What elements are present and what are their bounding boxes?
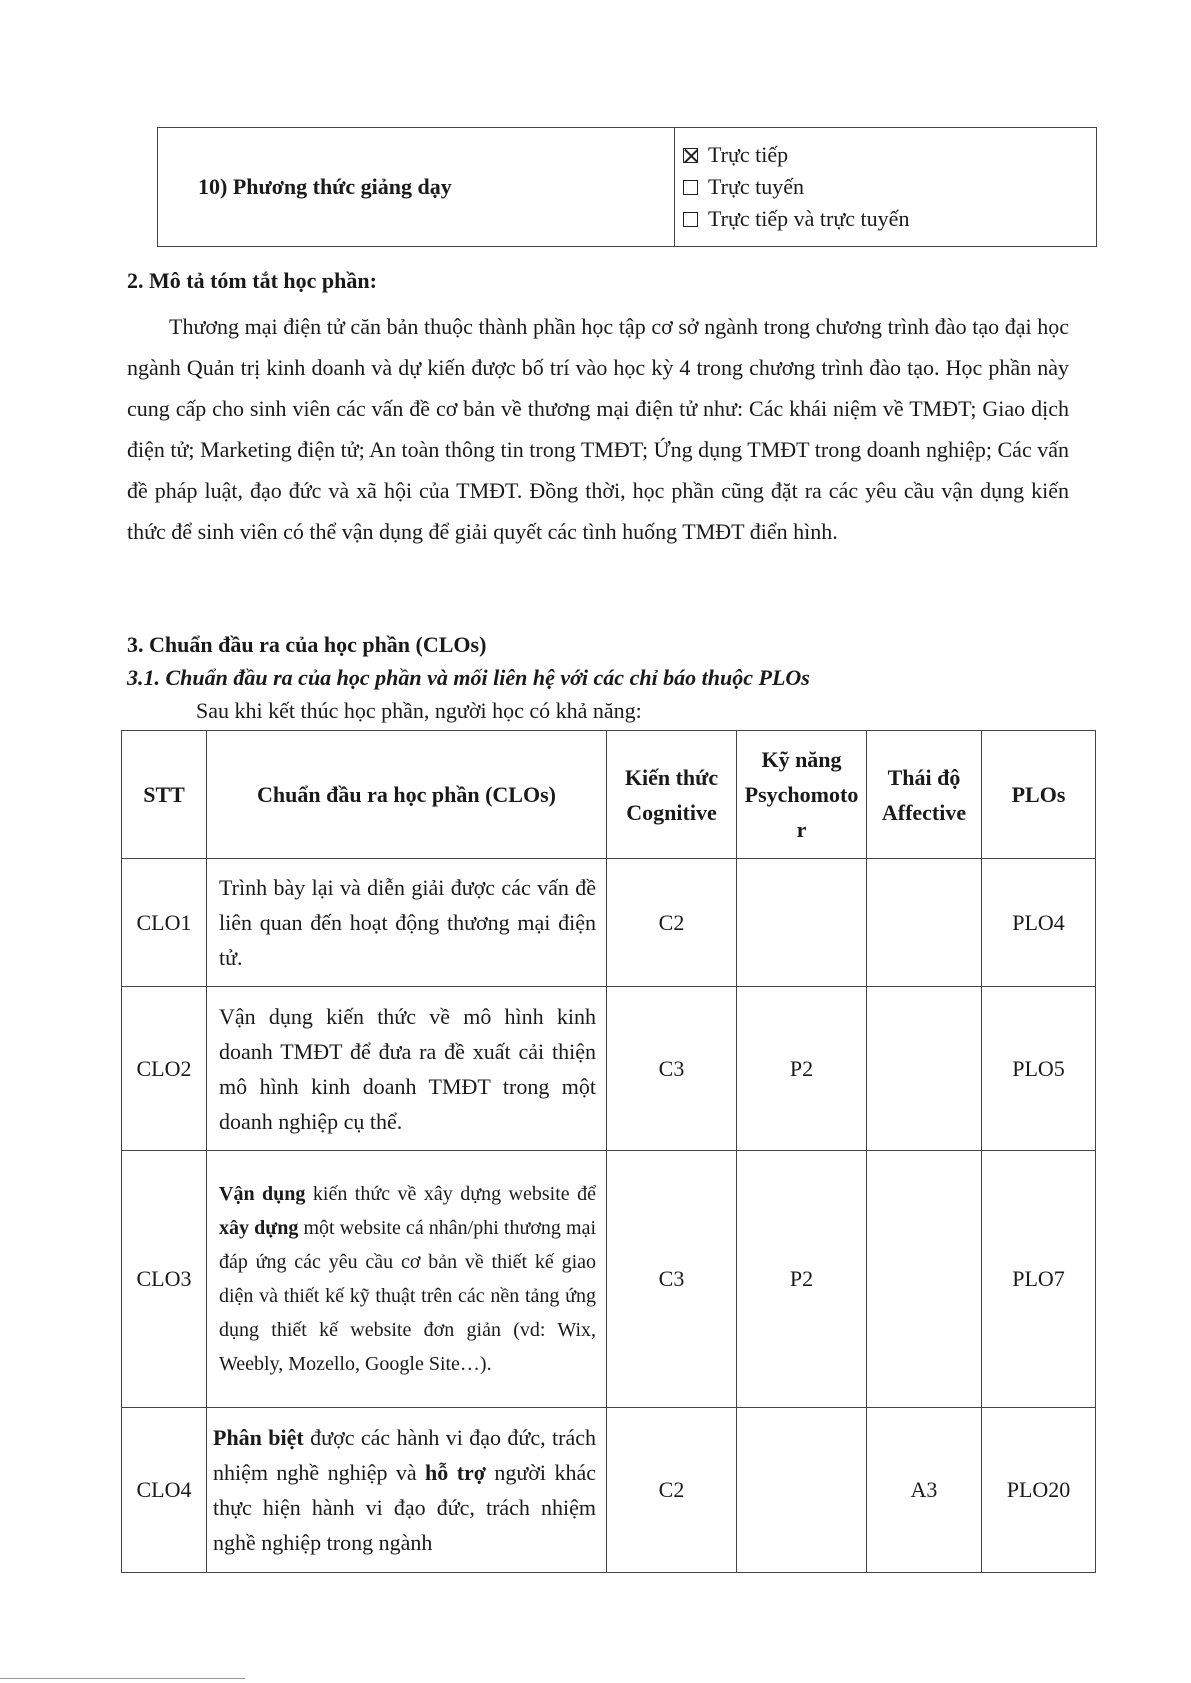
psychomotor-level xyxy=(737,1408,867,1573)
clo-id: CLO4 xyxy=(122,1408,207,1573)
plo-code: PLO4 xyxy=(982,859,1096,987)
section-2-heading: 2. Mô tả tóm tắt học phần: xyxy=(127,268,377,293)
teaching-method-options xyxy=(675,128,1097,247)
cognitive-level: C2 xyxy=(607,1408,737,1573)
text-segment: Trình bày lại và diễn giải được các vấn đề liên quan đến hoạt động thương mại điện tử. xyxy=(219,875,596,970)
bold-text-segment: Vận dụng xyxy=(219,1183,306,1205)
header-clo: Chuẩn đầu ra học phần (CLOs) xyxy=(207,731,607,859)
header-knowledge-line1: Kiến thức xyxy=(624,764,719,790)
option-label: Trực tuyến xyxy=(708,174,805,199)
text-segment: một website cá nhân/phi thương mại đáp ứng các yêu cầu cơ bản về thiết kế giao diện và thiết kế kỹ thuật trên các nền tảng ứng dụng thiết kế website đơn giản (vd: Wix, Weebly, Mozello, Google Site…). xyxy=(219,1217,596,1375)
header-attitude-line1: Thái độ xyxy=(887,764,961,790)
plo-code: PLO7 xyxy=(982,1151,1096,1408)
teaching-method-label: 10) Phương thức giảng dạy xyxy=(158,128,675,247)
affective-level xyxy=(867,1151,982,1408)
psychomotor-level: P2 xyxy=(737,987,867,1151)
footer-divider xyxy=(0,1678,245,1679)
clo-id: CLO1 xyxy=(122,859,207,987)
table-row xyxy=(122,1408,1096,1573)
checkbox-icon[interactable] xyxy=(683,212,698,227)
option-online[interactable] xyxy=(683,171,1088,203)
header-skill-line3: r xyxy=(796,817,807,842)
text-segment: kiến thức về xây dựng website để xyxy=(305,1183,597,1205)
bold-text-segment: hỗ trợ xyxy=(425,1460,486,1485)
clo-description xyxy=(207,1408,607,1573)
intro-sentence: Sau khi kết thúc học phần, người học có khả năng: xyxy=(196,698,642,723)
header-skill-line1: Kỹ năng xyxy=(761,747,842,772)
bold-text-segment: xây dựng xyxy=(219,1217,299,1239)
clo-id: CLO2 xyxy=(122,987,207,1151)
text-segment: được các hành vi đạo đức, trách nhiệm nghề nghiệp và xyxy=(213,1425,596,1485)
teaching-method-table xyxy=(157,127,1097,247)
cognitive-level: C3 xyxy=(607,1151,737,1408)
table-row xyxy=(122,987,1096,1151)
section-3-heading: 3. Chuẩn đầu ra của học phần (CLOs) xyxy=(127,632,487,657)
checked-checkbox-icon[interactable] xyxy=(683,148,698,163)
clo-description xyxy=(207,987,607,1151)
header-stt: STT xyxy=(122,731,207,859)
affective-level xyxy=(867,859,982,987)
table-row xyxy=(122,859,1096,987)
header-plos: PLOs xyxy=(982,731,1096,859)
option-label: Trực tiếp xyxy=(708,142,789,167)
psychomotor-level xyxy=(737,859,867,987)
section-3-1-heading: 3.1. Chuẩn đầu ra của học phần và mối liên hệ với các chỉ báo thuộc PLOs xyxy=(127,665,810,690)
plo-code: PLO5 xyxy=(982,987,1096,1151)
header-skill xyxy=(737,731,867,859)
course-summary-paragraph: Thương mại điện tử căn bản thuộc thành phần học tập cơ sở ngành trong chương trình đào tạo đại học ngành Quản trị kinh doanh và dự kiến được bố trí vào học kỳ 4 trong chương trình đào tạo. Học phần này cung cấp cho sinh viên các vấn đề cơ bản về thương mại điện tử như: Các khái niệm về TMĐT; Giao dịch điện tử; Marketing điện tử; An toàn thông tin trong TMĐT; Ứng dụng TMĐT trong doanh nghiệp; Các vấn đề pháp luật, đạo đức và xã hội của TMĐT. Đồng thời, học phần cũng đặt ra các yêu cầu vận dụng kiến thức để sinh viên có thể vận dụng để giải quyết các tình huống TMĐT điển hình. xyxy=(127,314,1069,544)
bold-text-segment: Phân biệt xyxy=(213,1425,304,1450)
checkbox-icon[interactable] xyxy=(683,180,698,195)
header-skill-line2: Psychomoto xyxy=(744,782,859,807)
clo-table xyxy=(121,730,1096,1573)
clo-description xyxy=(207,859,607,987)
clo-id: CLO3 xyxy=(122,1151,207,1408)
cognitive-level: C3 xyxy=(607,987,737,1151)
option-blended[interactable] xyxy=(683,203,1088,235)
text-segment: người khác thực hiện hành vi đạo đức, trách nhiệm nghề nghiệp trong ngành xyxy=(213,1460,596,1555)
header-attitude-line2: Affective xyxy=(881,799,967,825)
plo-code: PLO20 xyxy=(982,1408,1096,1573)
affective-level xyxy=(867,987,982,1151)
affective-level: A3 xyxy=(867,1408,982,1573)
option-direct[interactable] xyxy=(683,139,1088,171)
clo-description xyxy=(207,1151,607,1408)
psychomotor-level: P2 xyxy=(737,1151,867,1408)
header-knowledge xyxy=(607,731,737,859)
table-row xyxy=(122,1151,1096,1408)
text-segment: Vận dụng kiến thức về mô hình kinh doanh TMĐT để đưa ra đề xuất cải thiện mô hình kinh doanh TMĐT trong một doanh nghiệp cụ thể. xyxy=(219,1003,596,1134)
cognitive-level: C2 xyxy=(607,859,737,987)
header-attitude xyxy=(867,731,982,859)
option-label: Trực tiếp và trực tuyến xyxy=(708,206,910,231)
header-knowledge-line2: Cognitive xyxy=(626,799,717,825)
